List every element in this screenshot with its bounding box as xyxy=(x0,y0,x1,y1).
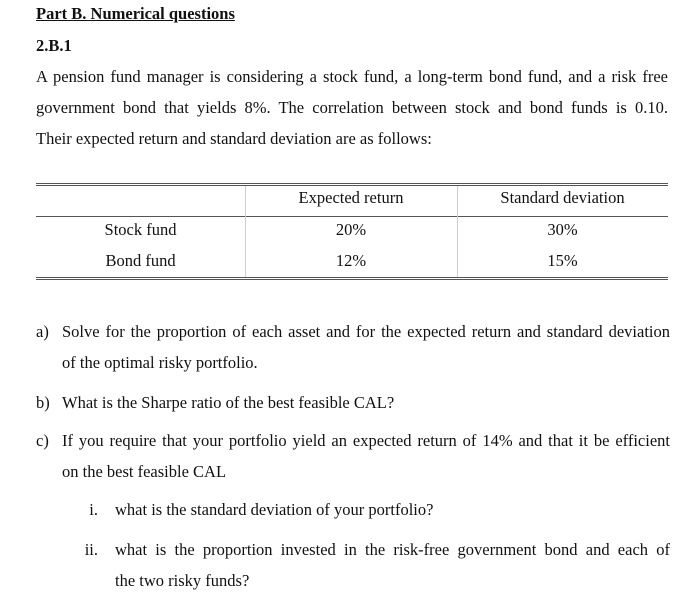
intro-line: government bond that yields 8%. The correlation between stock and bond funds is 0.10. xyxy=(36,98,668,117)
question-label: a) xyxy=(36,322,49,341)
row-label-bond-fund: Bond fund xyxy=(105,251,176,270)
stock-expected-return: 20% xyxy=(335,220,367,239)
question-text: on the best feasible CAL xyxy=(62,462,227,481)
table-header-expected-return: Expected return xyxy=(298,188,404,207)
intro-line: Their expected return and standard deviation are as follows: xyxy=(36,129,432,148)
intro-line: A pension fund manager is considering a stock fund, a long-term bond fund, and a risk free xyxy=(36,67,668,86)
subquestion-label: i. xyxy=(89,500,98,519)
question-label: c) xyxy=(36,431,49,450)
intro-paragraph xyxy=(36,61,668,154)
subquestion-text: what is the proportion invested in the risk-free government bond and each of xyxy=(115,540,670,559)
subquestion-text: the two risky funds? xyxy=(115,571,250,590)
part-heading: Part B. Numerical questions xyxy=(36,4,235,23)
subquestion-label: ii. xyxy=(84,540,98,559)
question-label: b) xyxy=(36,393,50,412)
question-text: Solve for the proportion of each asset and for the expected return and standard deviation xyxy=(62,322,670,341)
bond-expected-return: 12% xyxy=(335,251,367,270)
bond-standard-deviation: 15% xyxy=(547,251,578,270)
question-text: If you require that your portfolio yield an expected return of 14% and that it be efficient xyxy=(62,431,670,450)
table-header-rule xyxy=(36,216,668,217)
question-number: 2.B.1 xyxy=(36,36,72,55)
question-text: of the optimal risky portfolio. xyxy=(62,353,258,372)
row-label-stock-fund: Stock fund xyxy=(104,220,177,239)
table-top-rule xyxy=(36,183,668,186)
subquestion-text: what is the standard deviation of your portfolio? xyxy=(115,500,434,519)
stock-standard-deviation: 30% xyxy=(547,220,578,239)
table-bottom-rule xyxy=(36,277,668,280)
question-text: What is the Sharpe ratio of the best feasible CAL? xyxy=(62,393,395,412)
table-header-standard-deviation: Standard deviation xyxy=(500,188,625,207)
